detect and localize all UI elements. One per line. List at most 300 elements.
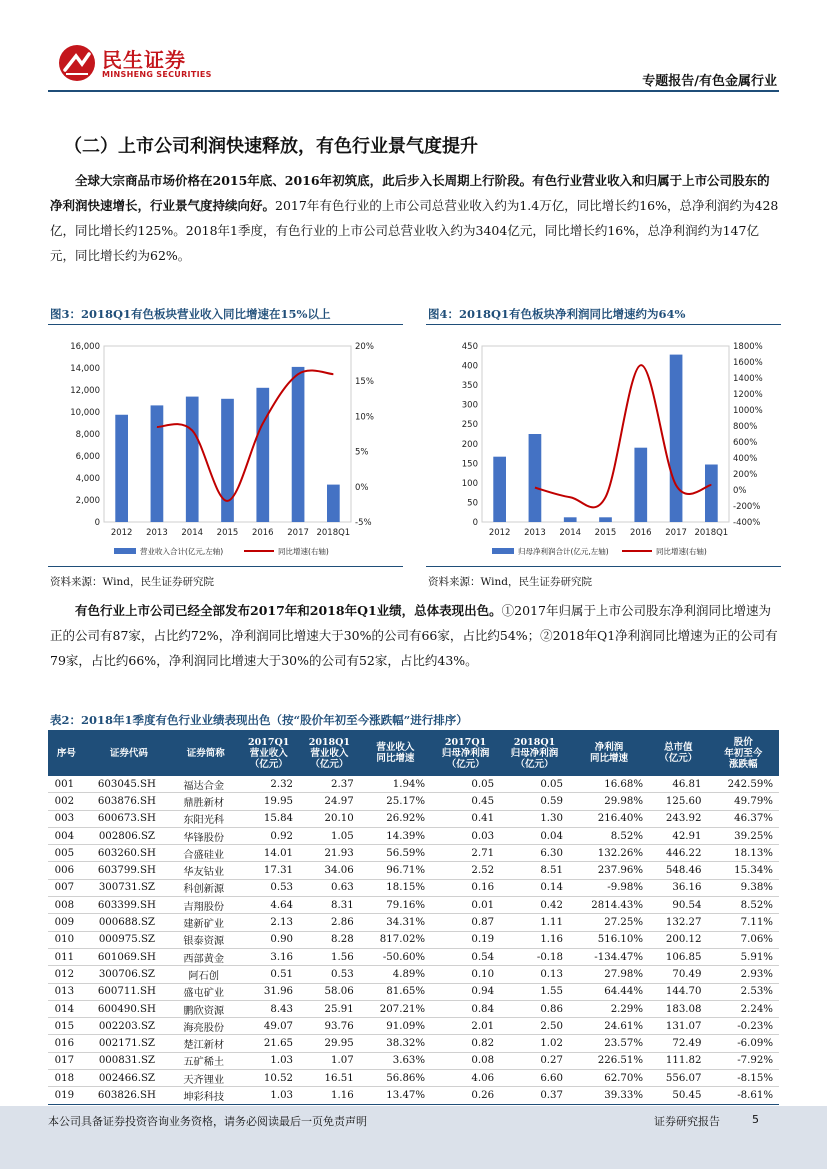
table-header-cell: 2018Q1 营业收入 （亿元）: [299, 730, 360, 776]
table-cell: 19.95: [238, 793, 299, 810]
table-cell: 603399.SH: [85, 897, 173, 914]
table-row: [48, 897, 779, 914]
y-left-tick-label: 350: [461, 381, 478, 392]
table-cell: 银泰资源: [173, 931, 238, 948]
table-cell: 7.06%: [708, 931, 779, 948]
table-cell: 27.25%: [569, 914, 649, 931]
legend-line-label: 同比增速(右轴): [278, 547, 329, 556]
table-cell: 79.16%: [360, 897, 431, 914]
figure-4-title: 图4：2018Q1有色板块净利润同比增速约为64%: [428, 307, 686, 321]
table-cell: 006: [48, 862, 85, 879]
bar: [634, 448, 647, 522]
table-cell: 243.92: [649, 810, 707, 827]
y-right-tick-label: 1000%: [733, 406, 763, 416]
x-tick-label: 2017: [665, 528, 687, 538]
table-cell: 600711.SH: [85, 983, 173, 1000]
table-cell: 2.53%: [708, 983, 779, 1000]
table-cell: 0.54: [431, 948, 500, 965]
table-cell: 446.22: [649, 845, 707, 862]
table-cell: 93.76: [299, 1018, 360, 1035]
table-cell: 216.40%: [569, 810, 649, 827]
y-left-tick-label: 300: [461, 400, 478, 411]
table-cell: 13.47%: [360, 1087, 431, 1104]
x-tick-label: 2016: [251, 528, 274, 538]
table-row: [48, 862, 779, 879]
table-cell: 013: [48, 983, 85, 1000]
table-cell: 50.45: [649, 1087, 707, 1104]
bar: [599, 517, 612, 522]
table-cell: 009: [48, 914, 85, 931]
table-cell: 10.52: [238, 1070, 299, 1087]
table-cell: -0.18: [500, 948, 569, 965]
table-cell: 2.13: [238, 914, 299, 931]
y-left-tick-label: 8,000: [75, 430, 100, 440]
table-row: [48, 879, 779, 896]
section-title: （二）上市公司利润快速释放，有色行业景气度提升: [64, 136, 478, 157]
table-cell: 9.38%: [708, 879, 779, 896]
table-row: [48, 914, 779, 931]
table-cell: 26.92%: [360, 810, 431, 827]
table-cell: 31.96: [238, 983, 299, 1000]
table-cell: 300731.SZ: [85, 879, 173, 896]
growth-line: [157, 371, 333, 501]
table-row: [48, 948, 779, 965]
table-header-cell: 营业收入 同比增速: [360, 730, 431, 776]
figure-4-top-rule: [426, 324, 781, 325]
table-cell: 2.71: [431, 845, 500, 862]
table-cell: 0.42: [500, 897, 569, 914]
table-cell: 华锋股份: [173, 827, 238, 844]
table-cell: 603045.SH: [85, 776, 173, 793]
footer-disclaimer: 本公司具备证券投资咨询业务资格，请务必阅读最后一页免责声明: [48, 1115, 367, 1128]
table-cell: 29.98%: [569, 793, 649, 810]
paragraph-1: [50, 168, 780, 268]
bar: [564, 517, 577, 522]
table-cell: 1.55: [500, 983, 569, 1000]
figure-3-source: 资料来源：Wind，民生证券研究院: [50, 576, 214, 588]
chart-net-profit: [426, 330, 781, 560]
table-row: [48, 1035, 779, 1052]
y-left-tick-label: 400: [461, 361, 478, 372]
table-cell: 0.19: [431, 931, 500, 948]
bar: [256, 388, 269, 522]
y-right-tick-label: 600%: [733, 438, 758, 448]
x-tick-label: 2017: [287, 528, 309, 538]
table-cell: 019: [48, 1087, 85, 1104]
y-left-tick-label: 250: [461, 420, 478, 431]
table-cell: 0.14: [500, 879, 569, 896]
bar: [493, 457, 506, 522]
y-right-tick-label: -400%: [733, 518, 761, 528]
table-cell: 1.16: [299, 1087, 360, 1104]
table-cell: 24.97: [299, 793, 360, 810]
table-row: [48, 1070, 779, 1087]
table-cell: 23.57%: [569, 1035, 649, 1052]
footer-label: 证券研究报告: [654, 1115, 720, 1128]
table-cell: 603826.SH: [85, 1087, 173, 1104]
table-cell: 0.63: [299, 879, 360, 896]
chart-revenue: [48, 330, 403, 560]
table-row: [48, 966, 779, 983]
table-cell: 2.86: [299, 914, 360, 931]
table-cell: 0.45: [431, 793, 500, 810]
table-cell: 012: [48, 966, 85, 983]
table-cell: 2.52: [431, 862, 500, 879]
table-cell: 38.32%: [360, 1035, 431, 1052]
table-cell: 007: [48, 879, 85, 896]
table-cell: 0.94: [431, 983, 500, 1000]
table-cell: 1.56: [299, 948, 360, 965]
table-cell: -50.60%: [360, 948, 431, 965]
table-row: [48, 776, 779, 793]
table-cell: 600490.SH: [85, 1000, 173, 1017]
table-cell: 010: [48, 931, 85, 948]
table-cell: -8.61%: [708, 1087, 779, 1104]
y-right-tick-label: 800%: [733, 422, 758, 432]
y-right-tick-label: 200%: [733, 470, 758, 480]
x-tick-label: 2013: [146, 528, 168, 538]
table-cell: 西部黄金: [173, 948, 238, 965]
table-cell: 1.11: [500, 914, 569, 931]
table-cell: 011: [48, 948, 85, 965]
table-cell: 21.93: [299, 845, 360, 862]
table-cell: 014: [48, 1000, 85, 1017]
table-cell: 111.82: [649, 1052, 707, 1069]
figure-4-source: 资料来源：Wind，民生证券研究院: [428, 576, 592, 588]
table-header-cell: 2018Q1 归母净利润 （亿元）: [500, 730, 569, 776]
table-cell: 34.31%: [360, 914, 431, 931]
table-cell: 548.46: [649, 862, 707, 879]
table-cell: 0.92: [238, 827, 299, 844]
table-cell: -9.98%: [569, 879, 649, 896]
page-number: 5: [752, 1113, 759, 1126]
table-cell: 000975.SZ: [85, 931, 173, 948]
table-cell: 4.64: [238, 897, 299, 914]
table-cell: 1.16: [500, 931, 569, 948]
y-right-tick-label: 1200%: [733, 390, 763, 400]
table-cell: 27.98%: [569, 966, 649, 983]
table-cell: 0.04: [500, 827, 569, 844]
table-cell: 90.54: [649, 897, 707, 914]
table-cell: 516.10%: [569, 931, 649, 948]
table-cell: 鹏欣资源: [173, 1000, 238, 1017]
bar: [670, 355, 683, 522]
y-right-tick-label: 5%: [355, 447, 369, 458]
y-left-tick-label: 100: [461, 478, 478, 489]
table-cell: 131.07: [649, 1018, 707, 1035]
table-cell: 001: [48, 776, 85, 793]
x-tick-label: 2018Q1: [316, 528, 351, 538]
y-left-tick-label: 6,000: [75, 452, 100, 462]
table-cell: 49.07: [238, 1018, 299, 1035]
legend-bar-label: 归母净利润合计(亿元,左轴): [518, 547, 609, 556]
table-header-cell: 股价 年初至今 涨跌幅: [708, 730, 779, 776]
table-cell: 018: [48, 1070, 85, 1087]
table-cell: -7.92%: [708, 1052, 779, 1069]
table-cell: 7.11%: [708, 914, 779, 931]
table-header-cell: 2017Q1 归母净利润 （亿元）: [431, 730, 500, 776]
y-left-tick-label: 10,000: [70, 408, 100, 418]
table-title: 表2：2018年1季度有色行业业绩表现出色（按“股价年初至今涨跌幅”进行排序）: [50, 713, 468, 727]
x-tick-label: 2018Q1: [694, 528, 729, 538]
table-cell: 建新矿业: [173, 914, 238, 931]
table-cell: 603876.SH: [85, 793, 173, 810]
table-cell: 盛屯矿业: [173, 983, 238, 1000]
table-cell: 62.70%: [569, 1070, 649, 1087]
table-cell: 0.26: [431, 1087, 500, 1104]
table-cell: 603260.SH: [85, 845, 173, 862]
table-cell: 817.02%: [360, 931, 431, 948]
bar: [705, 465, 718, 522]
table-cell: 56.59%: [360, 845, 431, 862]
table-cell: 600673.SH: [85, 810, 173, 827]
y-left-tick-label: 150: [461, 459, 478, 470]
y-right-tick-label: -5%: [355, 518, 372, 528]
table-cell: 1.94%: [360, 776, 431, 793]
legend-line-label: 同比增速(右轴): [656, 547, 707, 556]
y-left-tick-label: 50: [467, 498, 478, 509]
table-cell: 1.07: [299, 1052, 360, 1069]
y-left-tick-label: 12,000: [70, 386, 100, 396]
table-cell: 0.87: [431, 914, 500, 931]
table-cell: 96.71%: [360, 862, 431, 879]
table-cell: 3.63%: [360, 1052, 431, 1069]
table-cell: 0.27: [500, 1052, 569, 1069]
table-row: [48, 1000, 779, 1017]
table-cell: 25.91: [299, 1000, 360, 1017]
performance-table: [48, 730, 779, 1105]
table-cell: 0.05: [500, 776, 569, 793]
table-cell: 70.49: [649, 966, 707, 983]
table-cell: 2.29%: [569, 1000, 649, 1017]
table-cell: 6.60: [500, 1070, 569, 1087]
table-cell: 0.13: [500, 966, 569, 983]
table-cell: 0.90: [238, 931, 299, 948]
table-cell: 39.33%: [569, 1087, 649, 1104]
x-tick-label: 2013: [524, 528, 546, 538]
table-cell: 207.21%: [360, 1000, 431, 1017]
table-cell: 008: [48, 897, 85, 914]
table-cell: 18.13%: [708, 845, 779, 862]
y-right-tick-label: 10%: [355, 412, 374, 423]
table-header-row: [48, 730, 779, 776]
table-cell: 海亮股份: [173, 1018, 238, 1035]
y-left-tick-label: 450: [461, 342, 478, 352]
table-cell: 1.03: [238, 1052, 299, 1069]
x-tick-label: 2015: [594, 528, 617, 538]
brand-name-cn: 民生证券: [102, 48, 186, 72]
table-header-cell: 证券简称: [173, 730, 238, 776]
table-cell: 34.06: [299, 862, 360, 879]
y-left-tick-label: 14,000: [70, 364, 100, 374]
table-cell: 1.05: [299, 827, 360, 844]
table-cell: 18.15%: [360, 879, 431, 896]
table-cell: 237.96%: [569, 862, 649, 879]
table-cell: 楚江新材: [173, 1035, 238, 1052]
table-cell: 183.08: [649, 1000, 707, 1017]
y-right-tick-label: -200%: [733, 502, 761, 512]
table-cell: 2.01: [431, 1018, 500, 1035]
table-cell: 002: [48, 793, 85, 810]
table-cell: -0.23%: [708, 1018, 779, 1035]
table-cell: 556.07: [649, 1070, 707, 1087]
figure-3-bottom-rule: [48, 566, 403, 567]
bar: [327, 485, 340, 522]
x-tick-label: 2012: [488, 528, 511, 538]
table-cell: 0.51: [238, 966, 299, 983]
table-cell: 29.95: [299, 1035, 360, 1052]
table-cell: 200.12: [649, 931, 707, 948]
paragraph-1-text: 2017年有色行业的上市公司总营业收入约为1.4万亿，同比增长约16%，总净利润约为428亿，同比增长约125%。2018年1季度，有色行业的上市公司总营业收入约为3404亿元，同比增长约16%，总净利润约为147亿元，同比增长约为62%。: [50, 198, 779, 263]
table-cell: 8.51: [500, 862, 569, 879]
legend-bar-swatch: [114, 548, 136, 554]
table-cell: 8.43: [238, 1000, 299, 1017]
table-cell: 132.27: [649, 914, 707, 931]
minsheng-logo-icon: [58, 44, 96, 82]
table-cell: 2.32: [238, 776, 299, 793]
table-cell: 福达合金: [173, 776, 238, 793]
y-right-tick-label: 20%: [355, 342, 374, 352]
bar: [151, 405, 164, 522]
table-header-cell: 总市值 （亿元）: [649, 730, 707, 776]
growth-line: [535, 365, 711, 507]
table-cell: 46.81: [649, 776, 707, 793]
table-row: [48, 810, 779, 827]
y-right-tick-label: 0%: [355, 482, 369, 493]
table-cell: 1.30: [500, 810, 569, 827]
table-cell: 25.17%: [360, 793, 431, 810]
table-cell: 0.82: [431, 1035, 500, 1052]
table-cell: 0.16: [431, 879, 500, 896]
y-right-tick-label: 1800%: [733, 342, 763, 352]
table-cell: -8.15%: [708, 1070, 779, 1087]
table-cell: 42.91: [649, 827, 707, 844]
table-header-cell: 证券代码: [85, 730, 173, 776]
paragraph-2-text: ①2017年归属于上市公司股东净利润同比增速为正的公司有87家，占比约72%，净利润同比增速大于30%的公司有66家，占比约54%；②2018年Q1净利润同比增速为正的公司有79家，占比约66%，净利润同比增速大于30%的公司有52家，占比约43%。: [50, 603, 778, 668]
bar: [115, 415, 128, 522]
table-row: [48, 1052, 779, 1069]
table-cell: 1.03: [238, 1087, 299, 1104]
table-cell: 14.39%: [360, 827, 431, 844]
table-cell: -134.47%: [569, 948, 649, 965]
bar: [529, 434, 542, 522]
table-cell: 0.84: [431, 1000, 500, 1017]
table-cell: 20.10: [299, 810, 360, 827]
paragraph-2: [50, 598, 780, 673]
table-cell: 五矿稀土: [173, 1052, 238, 1069]
table-cell: 17.31: [238, 862, 299, 879]
table-cell: 72.49: [649, 1035, 707, 1052]
table-cell: 合盛硅业: [173, 845, 238, 862]
table-cell: 016: [48, 1035, 85, 1052]
table-cell: 16.68%: [569, 776, 649, 793]
table-cell: 002806.SZ: [85, 827, 173, 844]
table-cell: 15.84: [238, 810, 299, 827]
table-header-cell: 序号: [48, 730, 85, 776]
table-cell: 39.25%: [708, 827, 779, 844]
table-row: [48, 845, 779, 862]
table-cell: 002466.SZ: [85, 1070, 173, 1087]
y-left-tick-label: 2,000: [75, 496, 100, 506]
y-left-tick-label: 200: [461, 439, 478, 450]
table-cell: 000831.SZ: [85, 1052, 173, 1069]
x-tick-label: 2016: [629, 528, 652, 538]
bar: [186, 397, 199, 522]
table-cell: 科创新源: [173, 879, 238, 896]
table-cell: 106.85: [649, 948, 707, 965]
table-cell: 0.08: [431, 1052, 500, 1069]
table-cell: 0.59: [500, 793, 569, 810]
table-cell: 8.52%: [569, 827, 649, 844]
table-cell: 5.91%: [708, 948, 779, 965]
y-right-tick-label: 1400%: [733, 374, 763, 384]
table-cell: 0.37: [500, 1087, 569, 1104]
figure-3-top-rule: [48, 324, 403, 325]
table-cell: 46.37%: [708, 810, 779, 827]
table-cell: 91.09%: [360, 1018, 431, 1035]
y-left-tick-label: 0: [472, 518, 478, 528]
table-cell: 005: [48, 845, 85, 862]
table-cell: 21.65: [238, 1035, 299, 1052]
table-row: [48, 793, 779, 810]
y-right-tick-label: 400%: [733, 454, 758, 464]
table-cell: 2.50: [500, 1018, 569, 1035]
y-right-tick-label: 1600%: [733, 358, 763, 368]
table-cell: 601069.SH: [85, 948, 173, 965]
table-cell: 24.61%: [569, 1018, 649, 1035]
table-cell: 0.53: [238, 879, 299, 896]
table-cell: 49.79%: [708, 793, 779, 810]
legend-bar-label: 营业收入合计(亿元,左轴): [140, 547, 224, 556]
x-tick-label: 2014: [181, 528, 204, 538]
header-divider: [48, 90, 779, 92]
table-cell: 2814.43%: [569, 897, 649, 914]
table-cell: 64.44%: [569, 983, 649, 1000]
table-cell: 天齐锂业: [173, 1070, 238, 1087]
table-row: [48, 983, 779, 1000]
table-cell: 36.16: [649, 879, 707, 896]
table-cell: 1.02: [500, 1035, 569, 1052]
table-cell: 2.37: [299, 776, 360, 793]
table-cell: 015: [48, 1018, 85, 1035]
y-left-tick-label: 4,000: [75, 474, 100, 484]
table-cell: 2.93%: [708, 966, 779, 983]
table-cell: 6.30: [500, 845, 569, 862]
figure-4-bottom-rule: [426, 566, 781, 567]
table-header-cell: 2017Q1 营业收入 （亿元）: [238, 730, 299, 776]
table-cell: 3.16: [238, 948, 299, 965]
table-cell: 8.31: [299, 897, 360, 914]
table-cell: 鼎胜新材: [173, 793, 238, 810]
y-right-tick-label: 15%: [355, 377, 374, 388]
table-cell: 0.53: [299, 966, 360, 983]
table-cell: 56.86%: [360, 1070, 431, 1087]
table-cell: 81.65%: [360, 983, 431, 1000]
table-cell: 吉翔股份: [173, 897, 238, 914]
table-cell: 0.41: [431, 810, 500, 827]
table-cell: 004: [48, 827, 85, 844]
table-cell: 华友钴业: [173, 862, 238, 879]
table-cell: 0.86: [500, 1000, 569, 1017]
table-cell: 4.06: [431, 1070, 500, 1087]
paragraph-1-bold: 全球大宗商品市场价格在2015年底、2016年初筑底，此后步入长周期上行阶段。有色行业营业收入和归属于上市公司股东的净利润快速增长，行业景气度持续向好。: [50, 173, 770, 213]
table-cell: 东阳光科: [173, 810, 238, 827]
table-row: [48, 827, 779, 844]
table-cell: 0.01: [431, 897, 500, 914]
table-cell: 坤彩科技: [173, 1087, 238, 1104]
table-cell: 132.26%: [569, 845, 649, 862]
table-cell: 000688.SZ: [85, 914, 173, 931]
